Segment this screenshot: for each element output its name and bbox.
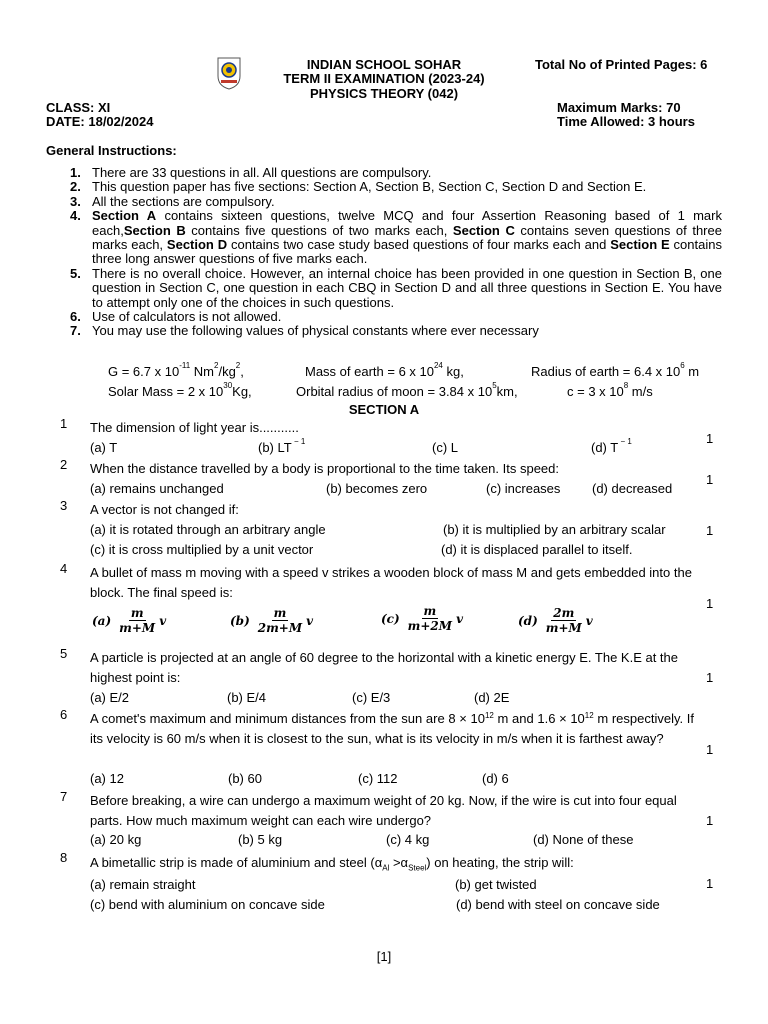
option: (a) remains unchanged bbox=[90, 481, 224, 496]
option: (b) it is multiplied by an arbitrary scalar bbox=[443, 522, 666, 537]
option: (d) it is displaced parallel to itself. bbox=[441, 542, 633, 557]
question-number: 1 bbox=[60, 416, 68, 431]
instruction-item: 4. Section A contains sixteen questions, twelve MCQ and four Assertion Reasoning based of 1 mark each,Section B contains five questions of two marks each, Section C contains seven questions of three marks each, Section D contains two case study based questions of four marks each and Section E contains three long answer questions of five marks each. bbox=[70, 208, 722, 267]
question-number: 5 bbox=[60, 646, 68, 661]
question-text: A bullet of mass m moving with a speed v strikes a wooden block of mass M and gets embedded into the block. The final speed is: bbox=[90, 565, 692, 600]
option: (b) 5 kg bbox=[238, 832, 283, 847]
section-title: SECTION A bbox=[348, 402, 420, 417]
exam-date: DATE: 18/02/2024 bbox=[46, 114, 154, 129]
option: (c) it is cross multiplied by a unit vector bbox=[90, 542, 314, 557]
option: (d) None of these bbox=[533, 832, 634, 847]
option: (d) bend with steel on concave side bbox=[456, 897, 660, 912]
question-text: The dimension of light year is........... bbox=[90, 420, 299, 435]
instruction-item: 6. Use of calculators is not allowed. bbox=[70, 309, 282, 325]
question-text: A particle is projected at an angle of 60 degree to the horizontal with a kinetic energy E. The K.E at the highest point is: bbox=[90, 650, 679, 685]
constant-g: G = 6.7 x $10^{-11}$ $Nm^2/kg^2$, bbox=[108, 361, 244, 379]
constant-light-speed: c = 3 x $10^8$ m/s bbox=[567, 381, 653, 399]
max-marks: Maximum Marks: 70 bbox=[557, 100, 681, 115]
question-text: A comet's maximum and minimum distances from the sun are $8 \times 10^{12}$ m and $1.6 \times 10^{12}$ m respectively. If its velocity is 60 m/s when it is closest to the sun, what is its velocity in m/s when it is farthest away? bbox=[90, 711, 695, 746]
option: (d) decreased bbox=[592, 481, 673, 496]
question-number: 4 bbox=[60, 561, 68, 576]
question-mark: 1 bbox=[706, 670, 714, 685]
question-mark: 1 bbox=[706, 813, 714, 828]
instruction-item: 7. You may use the following values of physical constants where ever necessary bbox=[70, 323, 539, 339]
class-label: CLASS: XI bbox=[46, 100, 111, 115]
option: (c) L bbox=[432, 440, 458, 455]
option-formula: (c) $\frac{m}{m+2M}$ v bbox=[381, 604, 464, 633]
printed-pages: Total No of Printed Pages: 6 bbox=[535, 57, 708, 72]
instruction-item: 5. There is no overall choice. However, an internal choice has been provided in one question in Section B, one question in Section C, one question in each CBQ in Section D and all three questions in Section E. You have to attempt only one of the choices in such questions. bbox=[70, 265, 722, 310]
constant-earth-radius: Radius of earth = 6.4 x $10^6$ m bbox=[531, 361, 700, 379]
question-mark: 1 bbox=[706, 523, 714, 538]
question-mark: 1 bbox=[706, 472, 714, 487]
question-number: 3 bbox=[60, 498, 68, 513]
constant-solar-mass: Solar Mass = 2 x $10^{30}Kg$, bbox=[108, 381, 252, 399]
option-formula: (b) $\frac{m}{2m+M}$ v bbox=[230, 606, 314, 635]
question-number: 2 bbox=[60, 457, 68, 472]
question-text: When the distance travelled by a body is proportional to the time taken. Its speed: bbox=[90, 461, 559, 476]
school-logo-icon bbox=[216, 56, 242, 90]
option: (b) LT $^{- 1}$ bbox=[258, 437, 306, 455]
question-number: 8 bbox=[60, 850, 68, 865]
constant-moon-orbit: Orbital radius of moon = 3.84 x $10^5km$, bbox=[296, 381, 518, 399]
school-name: INDIAN SCHOOL SOHAR bbox=[306, 57, 462, 72]
question-mark: 1 bbox=[706, 596, 714, 611]
page-number: [1] bbox=[376, 949, 392, 964]
option-formula: (d) $\frac{2m}{m+M}$ v bbox=[518, 606, 593, 635]
instruction-item: 2. This question paper has five sections: Section A, Section B, Section C, Section D and Section E. bbox=[70, 179, 647, 195]
time-allowed: Time Allowed: 3 hours bbox=[557, 114, 695, 129]
option: (a) 12 bbox=[90, 771, 124, 786]
option: (a) E/2 bbox=[90, 690, 130, 705]
option: (d) T $^{- 1}$ bbox=[591, 437, 632, 455]
question-mark: 1 bbox=[706, 431, 714, 446]
exam-title: TERM II EXAMINATION (2023-24) bbox=[283, 71, 485, 86]
option: (a) 20 kg bbox=[90, 832, 142, 847]
question-text: A bimetallic strip is made of aluminium and steel $(\alpha_{Al} >\alpha_{Steel})$ on heating, the strip will: bbox=[90, 855, 574, 873]
option: (c) 112 bbox=[358, 771, 398, 786]
option: (d) 6 bbox=[482, 771, 509, 786]
option: (b) becomes zero bbox=[326, 481, 428, 496]
constant-earth-mass: Mass of earth = 6 x $10^{24}$ kg, bbox=[305, 361, 464, 379]
option: (a) it is rotated through an arbitrary angle bbox=[90, 522, 326, 537]
option: (c) 4 kg bbox=[386, 832, 430, 847]
instructions-list bbox=[46, 166, 722, 339]
subject-title: PHYSICS THEORY (042) bbox=[309, 86, 459, 101]
option: (a) remain straight bbox=[90, 877, 196, 892]
question-number: 6 bbox=[60, 707, 68, 722]
option: (c) increases bbox=[486, 481, 561, 496]
question-number: 7 bbox=[60, 789, 68, 804]
option: (b) 60 bbox=[228, 771, 262, 786]
option: (b) get twisted bbox=[455, 877, 537, 892]
question-text: A vector is not changed if: bbox=[90, 502, 239, 517]
option: (b) E/4 bbox=[227, 690, 267, 705]
instruction-item: 3. All the sections are compulsory. bbox=[70, 193, 275, 209]
instructions-title: General Instructions: bbox=[46, 143, 177, 158]
instruction-item: 1. There are 33 questions in all. All questions are compulsory. bbox=[70, 165, 432, 180]
question-text: Before breaking, a wire can undergo a maximum weight of 20 kg. Now, if the wire is cut into four equal parts. How much maximum weight can each wire undergo? bbox=[90, 793, 677, 828]
option: (c) bend with aluminium on concave side bbox=[90, 897, 325, 912]
question-mark: 1 bbox=[706, 742, 714, 757]
option-formula: (a) $\frac{m}{m+M}$ v bbox=[92, 606, 167, 635]
option: (c) E/3 bbox=[352, 690, 391, 705]
question-mark: 1 bbox=[706, 876, 714, 891]
option: (a) T bbox=[90, 440, 118, 455]
option: (d) 2E bbox=[474, 690, 510, 705]
